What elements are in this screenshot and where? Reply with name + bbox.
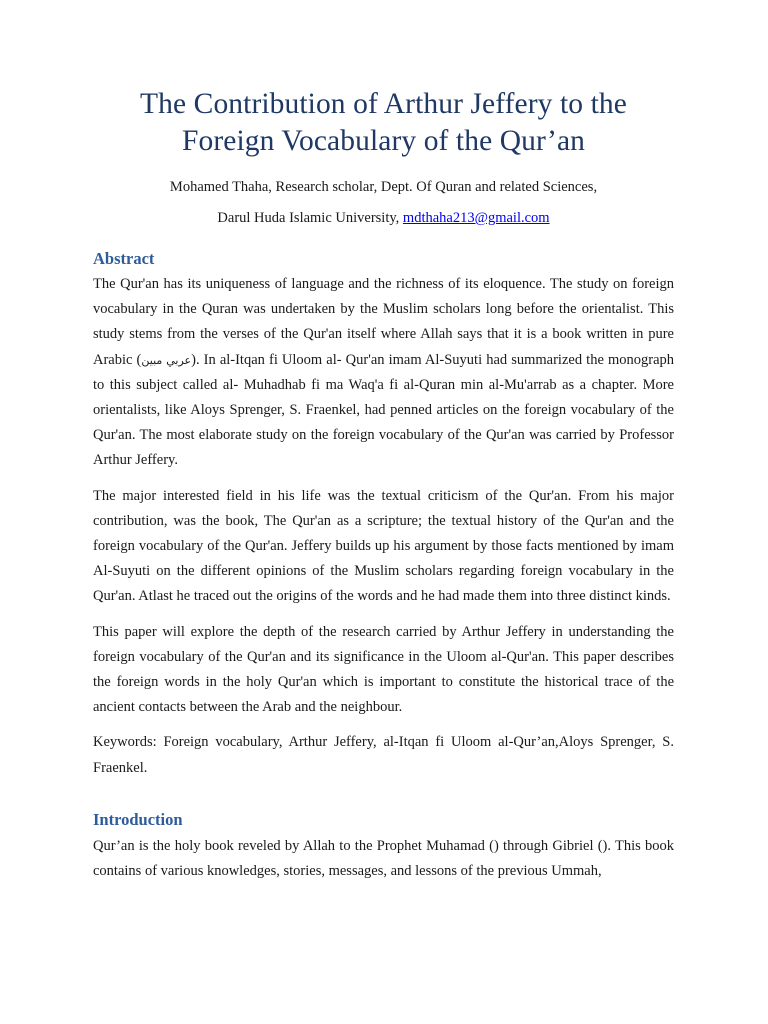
author-affiliation-line-2 [93, 207, 674, 229]
introduction-heading: Introduction [93, 809, 183, 829]
title-line-1: The Contribution of Arthur Jeffery to the [140, 88, 627, 120]
paper-title [93, 86, 674, 160]
title-line-2: Foreign Vocabulary of the Qur’an [182, 125, 585, 157]
abstract-p1-text-a: The Qur'an has its uniqueness of language and the richness of its eloquence. The study on foreign vocabulary in the Quran was undertaken by the Muslim scholars long before the orientalist. This study stems from the verses of the Qur'an itself where Allah says that it is a book written in pure Arabic ( [93, 276, 674, 368]
abstract-paragraph-1 [93, 272, 674, 474]
keywords: Keywords: Foreign vocabulary, Arthur Jeffery, al-Itqan fi Uloom al-Qur’an,Aloys Sprenger, S. Fraenkel. [93, 734, 674, 776]
document-page [93, 86, 674, 884]
abstract-p1-text-b: ). In al-Itqan fi Uloom al- Qur'an imam Al-Suyuti had summarized the monograph to this subject called al- Muhadhab fi ma Waq'a fi al-Quran min al-Mu'arrab as a chapter. More orientalists, like Aloys Sprenger, S. Fraenkel, had penned articles on the foreign vocabulary of the Qur'an. The most elaborate study on the foreign vocabulary of the Qur'an was carried by Professor Arthur Jeffery. [93, 351, 675, 469]
author-university: Darul Huda Islamic University, [217, 210, 403, 226]
abstract-heading: Abstract [93, 249, 155, 268]
author-affiliation-line-1: Mohamed Thaha, Research scholar, Dept. Of Quran and related Sciences, [169, 179, 598, 195]
abstract-paragraph-3: This paper will explore the depth of the research carried by Arthur Jeffery in understanding the foreign vocabulary of the Qur'an and its significance in the Uloom al-Qur'an. This paper describes the foreign words in the holy Qur'an which is important to constitute the historical trace of the ancient contacts between the Arab and the neighbour. [93, 623, 674, 716]
introduction-paragraph-1: Qur’an is the holy book reveled by Allah to the Prophet Muhamad () through Gibriel (). This book contains of various knowledges, stories, messages, and lessons of the previous Ummah, [93, 837, 674, 880]
arabic-phrase: عربي مبين [141, 353, 192, 367]
author-email-link[interactable]: mdthaha213@gmail.com [402, 210, 550, 226]
abstract-paragraph-2: The major interested field in his life was the textual criticism of the Qur'an. From his major contribution, was the book, The Qur'an as a scripture; the textual history of the Qur'an and the foreign vocabulary of the Qur'an. Jeffery builds up his argument by those facts mentioned by imam Al-Suyuti on the different opinions of the Muslim scholars regarding foreign vocabulary in the Qur'an. Atlast he traced out the origins of the words and he had made them into three distinct kinds. [93, 487, 674, 605]
